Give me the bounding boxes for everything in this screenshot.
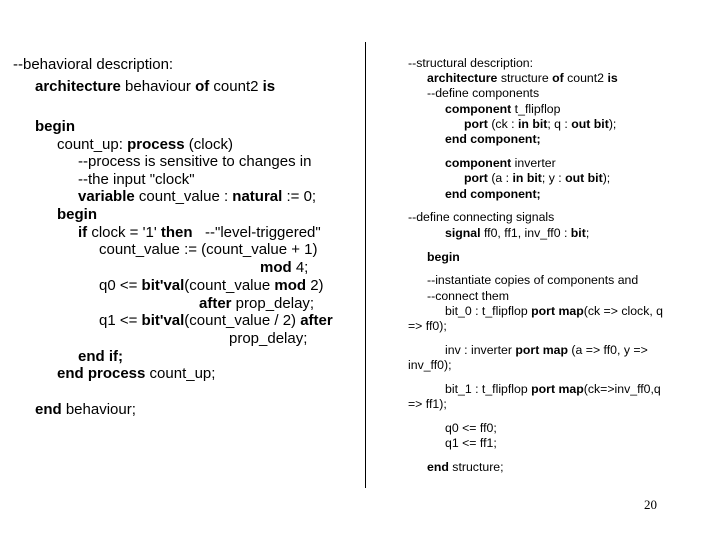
code-text: inverter — [511, 156, 556, 170]
code-text: count_value := (count_value + 1) — [99, 241, 318, 258]
code-text: structure — [497, 71, 553, 85]
code-keyword: variable — [78, 188, 135, 205]
code-text: --behavioral description: — [13, 56, 174, 73]
code-line — [427, 251, 460, 263]
code-keyword: after — [199, 295, 232, 312]
code-keyword: if — [78, 224, 88, 241]
code-line — [445, 188, 541, 200]
code-keyword: begin — [57, 206, 97, 223]
code-text: (ck : — [487, 117, 518, 131]
code-keyword: component — [445, 102, 512, 116]
code-keyword: end — [35, 401, 62, 418]
code-text: => ff1); — [408, 397, 447, 411]
code-keyword: out bit — [565, 171, 603, 185]
code-line — [408, 320, 447, 332]
code-keyword: of — [195, 78, 210, 95]
code-line — [445, 422, 497, 434]
code-text: q1 <= — [99, 312, 142, 329]
code-keyword: is — [607, 71, 618, 85]
code-text: q1 <= ff1; — [445, 436, 497, 450]
code-keyword: port — [464, 117, 488, 131]
code-text: --"level-triggered" — [192, 224, 321, 241]
code-line — [427, 87, 539, 99]
code-text: 4; — [291, 259, 309, 276]
code-text: --connect them — [427, 289, 510, 303]
code-line — [78, 349, 123, 364]
code-keyword: mod — [260, 259, 292, 276]
code-line — [408, 398, 447, 410]
code-keyword: architecture — [427, 71, 498, 85]
code-keyword: begin — [35, 118, 75, 135]
code-keyword: port map — [531, 304, 584, 318]
code-line — [99, 278, 324, 293]
code-text: clock = '1' — [87, 224, 161, 241]
code-keyword: out bit — [571, 117, 609, 131]
code-keyword: natural — [232, 188, 283, 205]
code-line — [408, 211, 554, 223]
code-text: ; — [585, 226, 590, 240]
code-text: --define components — [427, 86, 540, 100]
code-text: bit_1 : t_flipflop — [445, 382, 532, 396]
code-text: := 0; — [282, 188, 317, 205]
code-line — [445, 437, 497, 449]
code-text: count_up; — [145, 365, 216, 382]
code-line — [445, 305, 663, 317]
code-keyword: is — [262, 78, 276, 95]
code-text: behaviour; — [61, 401, 136, 418]
code-keyword: in bit — [512, 171, 542, 185]
code-text: ); — [602, 171, 611, 185]
code-text: q0 <= — [99, 277, 142, 294]
code-text: inv : inverter — [445, 343, 516, 357]
code-text: --the input "clock" — [78, 171, 195, 188]
code-line — [445, 103, 560, 115]
code-line — [464, 118, 616, 130]
code-line — [57, 366, 215, 381]
code-text: --structural description: — [408, 56, 534, 70]
code-line — [99, 242, 317, 257]
code-text: bit_0 : t_flipflop — [445, 304, 532, 318]
code-text: (ck=>inv_ff0,q — [583, 382, 661, 396]
code-text: count_value : — [134, 188, 233, 205]
code-keyword: bit'val — [141, 277, 185, 294]
code-text: count_up: — [57, 136, 128, 153]
code-line — [445, 227, 589, 239]
code-line — [35, 402, 136, 417]
code-keyword: then — [160, 224, 193, 241]
code-text: (count_value / 2) — [184, 312, 301, 329]
code-line — [78, 172, 195, 187]
code-keyword: architecture — [35, 78, 121, 95]
code-text: inv_ff0); — [408, 358, 452, 372]
code-keyword: end component; — [445, 187, 541, 201]
code-line — [427, 72, 618, 84]
code-line — [445, 133, 541, 145]
code-text: q0 <= ff0; — [445, 421, 497, 435]
code-line — [427, 274, 638, 286]
code-text: ; q : — [547, 117, 572, 131]
code-line — [78, 225, 321, 240]
code-line — [445, 344, 648, 356]
code-keyword: port — [464, 171, 488, 185]
code-line — [408, 57, 533, 69]
code-line — [13, 57, 173, 72]
code-text: (a => ff0, y => — [568, 343, 648, 357]
code-keyword: signal — [445, 226, 481, 240]
code-keyword: process — [127, 136, 185, 153]
code-text: --define connecting signals — [408, 210, 555, 224]
code-line — [427, 461, 504, 473]
code-text: prop_delay; — [231, 295, 315, 312]
column-divider — [365, 42, 366, 488]
code-line — [464, 172, 610, 184]
code-text: ); — [608, 117, 617, 131]
code-keyword: after — [300, 312, 333, 329]
code-text: prop_delay; — [229, 330, 308, 347]
code-text: behaviour — [120, 78, 196, 95]
code-text: count2 — [563, 71, 608, 85]
code-line — [445, 157, 556, 169]
code-text: structure; — [448, 460, 504, 474]
code-line — [199, 296, 314, 311]
code-text: 2) — [306, 277, 324, 294]
code-keyword: component — [445, 156, 512, 170]
code-line — [229, 331, 307, 346]
code-keyword: bit'val — [141, 312, 185, 329]
code-text: t_flipflop — [511, 102, 561, 116]
code-keyword: end if; — [78, 348, 123, 365]
page-number: 20 — [644, 497, 657, 512]
code-line — [445, 383, 661, 395]
code-line — [57, 137, 233, 152]
code-text: count2 — [209, 78, 263, 95]
code-keyword: end component; — [445, 132, 541, 146]
code-line — [427, 290, 509, 302]
code-line — [408, 359, 452, 371]
code-keyword: port map — [515, 343, 568, 357]
code-line — [35, 79, 275, 94]
code-line — [260, 260, 308, 275]
code-text: --process is sensitive to changes in — [78, 153, 312, 170]
code-line — [78, 154, 311, 169]
code-text: (count_value — [184, 277, 275, 294]
code-keyword: bit — [570, 226, 586, 240]
code-text: (a : — [487, 171, 513, 185]
code-line — [35, 119, 75, 134]
code-line — [99, 313, 333, 328]
code-text: => ff0); — [408, 319, 447, 333]
code-line — [57, 207, 97, 222]
code-keyword: in bit — [517, 117, 548, 131]
code-text: (clock) — [184, 136, 233, 153]
code-keyword: port map — [531, 382, 584, 396]
code-keyword: end process — [57, 365, 146, 382]
code-keyword: mod — [274, 277, 307, 294]
code-keyword: end — [427, 460, 449, 474]
code-line — [78, 189, 316, 204]
code-keyword: of — [552, 71, 564, 85]
code-text: (ck => clock, q — [583, 304, 664, 318]
code-text: ; y : — [541, 171, 566, 185]
code-text: ff0, ff1, inv_ff0 : — [480, 226, 571, 240]
code-text: --instantiate copies of components and — [427, 273, 639, 287]
code-keyword: begin — [427, 250, 460, 264]
